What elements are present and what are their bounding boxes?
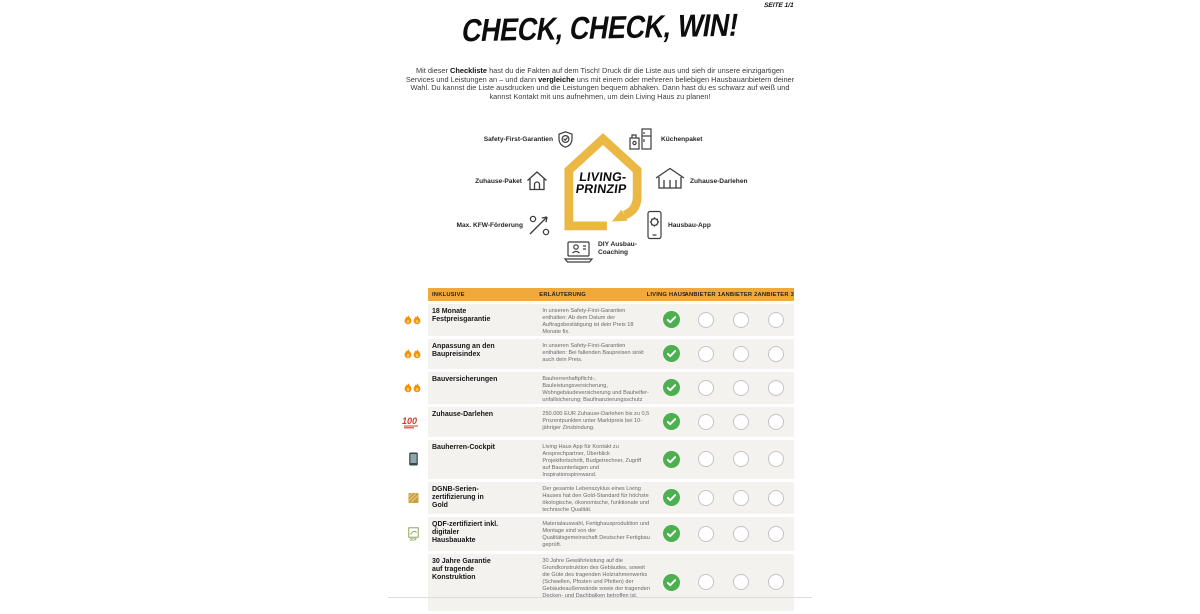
laptop-coaching-icon xyxy=(563,240,594,264)
header-anbieter-1: ANBIETER 1 xyxy=(684,291,722,298)
table-row xyxy=(402,407,794,437)
fire-double-icon xyxy=(401,314,425,325)
row-description: Materialauswahl, Fertighausproduktion und Montage sind von der Qualitätsgemeinschaft Deutscher Fertigbau geprüft. xyxy=(542,520,650,548)
header-erlaeuterung: ERLÄUTERUNG xyxy=(539,291,586,298)
empty-circle xyxy=(768,451,784,467)
intro-plain-text: hast du die Fakten auf dem Tisch! Druck dir die Liste aus und sieh dir unsere einzigartigen Services und Leistungen an – und dann xyxy=(405,66,785,84)
check-cell xyxy=(654,554,689,611)
empty-circle xyxy=(733,574,749,590)
intro-plain-text: Mit dieser xyxy=(415,66,451,75)
check-cell xyxy=(724,339,759,369)
check-cell xyxy=(759,554,794,611)
empty-circle xyxy=(698,346,714,362)
dgnb-gold-icon xyxy=(401,492,425,503)
check-cell xyxy=(724,304,759,336)
check-cell xyxy=(724,407,759,437)
intro-bold-text: Checkliste xyxy=(450,66,488,75)
check-cell xyxy=(759,482,794,514)
header-inklusive: INKLUSIVE xyxy=(432,291,465,298)
check-icon xyxy=(663,525,680,542)
intro-plain-text: uns mit einem oder mehreren beliebigen Hausbauanbietern deiner Wahl. Du kannst die Liste ausdrucken und die Leistungen bequem abhaken. Dann hast du es schwarz auf weiß und kannst Kontakt mit uns aufnehmen, um dein Living Haus zu planen! xyxy=(410,74,795,102)
empty-circle xyxy=(733,312,749,328)
empty-circle xyxy=(768,526,784,542)
label-diy-ausbau-coaching: DIY Ausbau-Coaching xyxy=(598,241,637,256)
row-description: In unseren Safety-First-Garantien enthalten: Ab dem Datum der Auftragsbestätigung ist dein Preis 18 Monate fix. xyxy=(542,308,634,335)
label-kfw-foerderung: Max. KFW-Förderung xyxy=(456,222,523,229)
table-row xyxy=(428,339,794,369)
table-row xyxy=(428,440,794,479)
smartphone-icon xyxy=(401,452,425,466)
house-icon xyxy=(525,169,549,192)
label-hausbau-app: Hausbau-App xyxy=(668,222,711,229)
check-cell xyxy=(689,554,724,611)
page-number: SEITE 1/1 xyxy=(764,2,795,9)
check-cell xyxy=(724,440,759,479)
header-living-haus: LIVING HAUS xyxy=(646,291,687,298)
empty-circle xyxy=(733,380,749,396)
fire-double-icon xyxy=(401,382,425,393)
check-icon xyxy=(663,451,680,468)
check-cell xyxy=(759,440,794,479)
empty-circle xyxy=(733,490,749,506)
check-cell xyxy=(724,517,759,551)
empty-circle xyxy=(768,380,784,396)
intro-bold-text: vergleiche xyxy=(538,74,575,84)
check-cell xyxy=(724,482,759,514)
empty-circle xyxy=(768,490,784,506)
table-row xyxy=(409,517,794,551)
hundred-icon xyxy=(401,415,425,428)
check-cell xyxy=(654,517,689,551)
check-icon xyxy=(663,345,680,362)
empty-circle xyxy=(698,414,714,430)
svg-text:100: 100 xyxy=(402,415,418,426)
header-anbieter-2: ANBIETER 2 xyxy=(721,291,758,298)
check-cell xyxy=(689,517,724,551)
living-prinzip-label: LIVING- PRINZIP xyxy=(574,170,628,197)
fire-double-icon xyxy=(401,348,425,359)
check-cell xyxy=(759,407,794,437)
check-icon xyxy=(663,311,680,328)
check-icon xyxy=(663,379,680,396)
table-row xyxy=(428,372,794,404)
check-cell xyxy=(689,304,724,336)
check-cell xyxy=(689,440,724,479)
check-cell xyxy=(689,482,724,514)
check-cell xyxy=(724,372,759,404)
table-row xyxy=(428,554,794,611)
smartphone-gear-icon xyxy=(646,210,663,241)
row-title: Zuhause-Darlehen xyxy=(432,410,494,418)
row-description: In unseren Safety-First-Garantien enthalten: Bei fallenden Baupreisen sinkt auch dein Preis. xyxy=(542,342,644,363)
table-rows xyxy=(402,304,794,614)
check-cell xyxy=(654,304,689,336)
empty-circle xyxy=(768,414,784,430)
empty-circle xyxy=(698,526,714,542)
empty-circle xyxy=(768,574,784,590)
row-description: Bauherrenhaftpflicht-, Bauleistungsversicherung, Wohngebäudeversicherung und Bauhelfer-unfallsicherung; Baufinanzierungsschutz xyxy=(542,375,649,403)
svg-text:QDF: QDF xyxy=(409,537,417,541)
empty-circle xyxy=(698,312,714,328)
check-cell xyxy=(654,440,689,479)
row-title: 18 Monate Festpreisgarantie xyxy=(432,308,491,324)
house-loan-icon xyxy=(654,166,686,191)
check-cell xyxy=(759,372,794,404)
percent-arrows-icon xyxy=(526,210,553,240)
document-page xyxy=(388,0,812,600)
empty-circle xyxy=(698,380,714,396)
intro-text xyxy=(402,67,798,102)
check-cell xyxy=(654,482,689,514)
check-cell xyxy=(689,372,724,404)
check-cell xyxy=(689,407,724,437)
label-safety-first-garantien: Safety-First-Garantien xyxy=(483,136,553,143)
check-cell xyxy=(759,304,794,336)
label-zuhause-darlehen: Zuhause-Darlehen xyxy=(690,178,748,185)
table-row xyxy=(428,482,794,514)
empty-circle xyxy=(733,346,749,362)
row-title: Bauversicherungen xyxy=(432,375,498,383)
label-zuhause-paket: Zuhause-Paket xyxy=(475,178,522,185)
row-title: Bauherren-Cockpit xyxy=(432,443,496,451)
page-title: CHECK, CHECK, WIN! xyxy=(459,7,741,49)
row-description: Living Haus App für Kontakt zu Ansprechpartner, Überblick Projektfortschritt, Budgetrechner, Zugriff auf Bauunterlagen und Inspirationspinnwand. xyxy=(542,443,642,478)
check-cell xyxy=(724,554,759,611)
row-title: 30 Jahre Garantie auf tragende Konstruktion xyxy=(432,557,491,581)
empty-circle xyxy=(733,526,749,542)
row-title: Anpassung an den Baupreisindex xyxy=(432,342,495,358)
check-cell xyxy=(654,372,689,404)
row-description: 250.000 EUR Zuhause-Darlehen bis zu 0,5 Prozentpunkten unter Marktpreis bei 10-jähriger Zinsbindung. xyxy=(542,410,650,431)
empty-circle xyxy=(733,451,749,467)
row-title: DGNB-Serien-zertifizierung in Gold xyxy=(432,485,484,509)
check-cell xyxy=(654,407,689,437)
check-cell xyxy=(654,339,689,369)
empty-circle xyxy=(698,451,714,467)
table-header xyxy=(428,288,794,301)
check-icon xyxy=(663,489,680,506)
header-anbieter-3: ANBIETER 3 xyxy=(757,291,794,298)
table-row xyxy=(428,304,794,336)
check-cell xyxy=(689,339,724,369)
label-kuechenpaket: Küchenpaket xyxy=(661,136,703,143)
check-cell xyxy=(759,517,794,551)
check-cell xyxy=(759,339,794,369)
empty-circle xyxy=(733,414,749,430)
empty-circle xyxy=(698,490,714,506)
row-title: QDF-zertifiziert inkl. digitaler Hausbauakte xyxy=(432,520,499,544)
check-icon xyxy=(663,574,680,591)
row-description: Der gesamte Lebenszyklus eines Living Hauses hat den Gold-Standard für höchste ökologische, ökonomische, funktionale und technische Qualität. xyxy=(542,485,649,513)
check-icon xyxy=(663,413,680,430)
qdf-icon xyxy=(401,527,425,541)
empty-circle xyxy=(768,312,784,328)
empty-circle xyxy=(768,346,784,362)
row-description: 30 Jahre Gewährleistung auf die Grundkonstruktion des Gebäudes, soweit die Güte des tragenden Holzrahmenwerks (Schwellen, Pfosten und Pfetten) der Gebäudeaußenwände sowie der tragenden Decken- und Dachbalken betroffen ist. xyxy=(542,557,650,599)
empty-circle xyxy=(698,574,714,590)
